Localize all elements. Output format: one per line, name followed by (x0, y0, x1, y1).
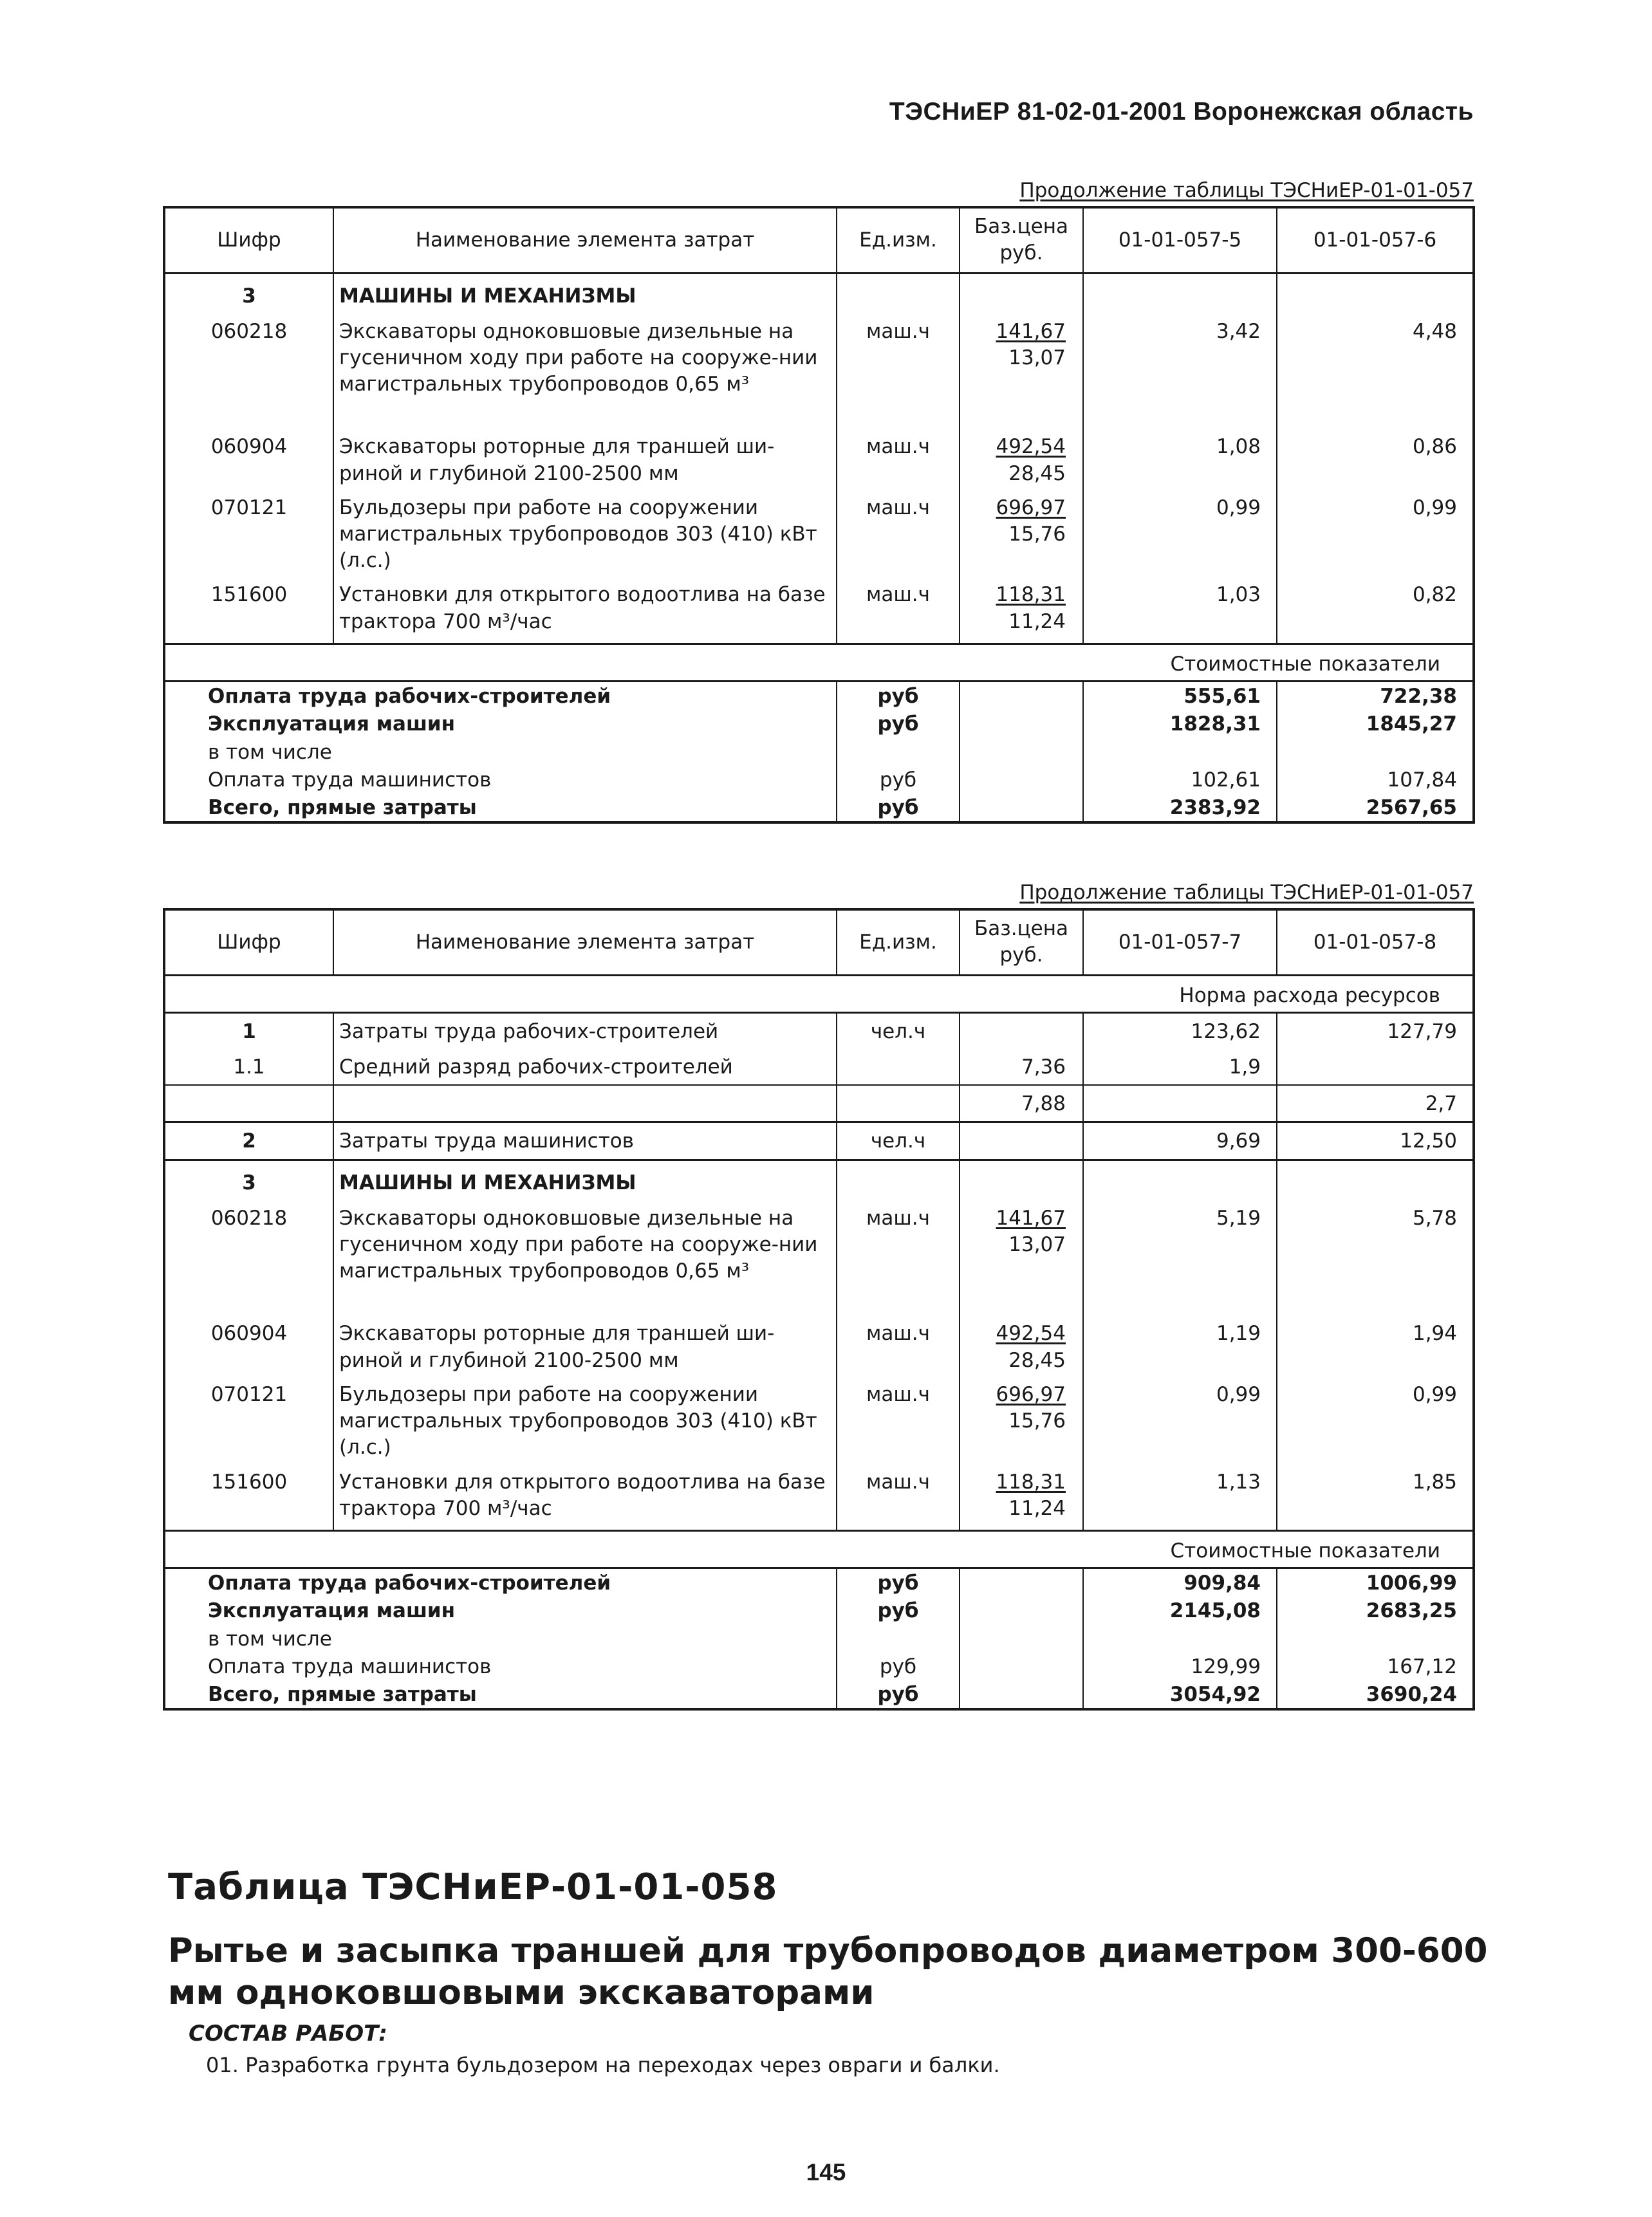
cost-label: Оплата труда машинистов (164, 1653, 837, 1680)
norm-band-row (164, 975, 1474, 1012)
cost-label: в том числе (164, 1625, 837, 1653)
col-7-header: 01-01-057-7 (1083, 909, 1277, 975)
col-price-header: Баз.цена руб. (960, 909, 1083, 975)
row-unit: маш.ч (837, 582, 960, 644)
row-price (960, 1321, 1083, 1381)
price-value: 118,31 (996, 583, 1066, 607)
row-unit: маш.ч (837, 319, 960, 434)
cost-value-8: 1006,99 (1277, 1568, 1474, 1597)
cost-label: Всего, прямые затраты (164, 793, 837, 822)
table1-caption: Продолжение таблицы ТЭСНиЕР-01-01-057 (1019, 179, 1474, 202)
cost-value-5: 1828,31 (1083, 710, 1277, 737)
cost-band-label: Стоимостные показатели (164, 1531, 1474, 1568)
row-value-5: 1,08 (1083, 434, 1277, 494)
cost-row (164, 738, 1474, 766)
section-title: МАШИНЫ И МЕХАНИЗМЫ (333, 1160, 837, 1205)
cost-band-row (164, 1531, 1474, 1568)
row-name: Бульдозеры при работе на сооружении магистральных трубопроводов 303 (410) кВт (л.с.) (333, 1382, 837, 1469)
row-value-7: 5,19 (1083, 1205, 1277, 1321)
cost-value-7: 129,99 (1083, 1653, 1277, 1680)
cost-unit: руб (837, 1680, 960, 1709)
row-value-8: 0,99 (1277, 1382, 1474, 1469)
row-value-8: 1,85 (1277, 1469, 1474, 1531)
cost-row (164, 682, 1474, 710)
row-code: 070121 (164, 495, 333, 582)
row-name: Средний разряд рабочих-строителей (333, 1049, 837, 1085)
row-value-7: 9,69 (1083, 1122, 1277, 1160)
col-name-header: Наименование элемента затрат (333, 909, 837, 975)
cost-value-7: 3054,92 (1083, 1680, 1277, 1709)
row-name: Экскаваторы одноковшовые дизельные на гусеничном ходу при работе на сооруже-нии магистральных трубопроводов 0,65 м³ (333, 319, 837, 434)
row-code: 151600 (164, 1469, 333, 1531)
row-price (960, 1469, 1083, 1531)
cost-unit: руб (837, 682, 960, 710)
price-value: 696,97 (996, 1382, 1066, 1406)
labor-row (164, 1012, 1474, 1049)
row-code: 060218 (164, 319, 333, 434)
col-name-header: Наименование элемента затрат (333, 207, 837, 273)
cost-value-6: 2567,65 (1277, 793, 1474, 822)
price-secondary: 15,76 (1008, 523, 1066, 546)
row-value-5: 3,42 (1083, 319, 1277, 434)
table1 (163, 206, 1475, 824)
price-secondary: 28,45 (1008, 461, 1066, 485)
price-secondary: 15,76 (1008, 1409, 1066, 1433)
work-item: 01. Разработка грунта бульдозером на переходах через овраги и балки. (206, 2053, 1000, 2077)
row-unit: маш.ч (837, 434, 960, 494)
cost-row (164, 710, 1474, 737)
row-value-8: 12,50 (1277, 1122, 1474, 1160)
row-value-7: 1,19 (1083, 1321, 1277, 1381)
row-value-7: 123,62 (1083, 1012, 1277, 1049)
table1-header-row (164, 207, 1474, 273)
col-8-header: 01-01-057-8 (1277, 909, 1474, 975)
page-number: 145 (806, 2159, 846, 2185)
row-value-6: 0,82 (1277, 582, 1474, 644)
grade-value-8: 2,7 (1277, 1085, 1474, 1122)
row-code: 060904 (164, 434, 333, 494)
next-table-subtitle: Рытье и засыпка траншей для трубопроводов диаметром 300-600 мм одноковшовыми экскаваторами (168, 1931, 1488, 2012)
cost-value-5: 555,61 (1083, 682, 1277, 710)
cost-band-label: Стоимостные показатели (164, 644, 1474, 681)
row-number: 1.1 (164, 1049, 333, 1085)
row-name: Установки для открытого водоотлива на базе трактора 700 м³/час (333, 1469, 837, 1531)
row-value-6: 4,48 (1277, 319, 1474, 434)
row-code: 151600 (164, 582, 333, 644)
col-price-header: Баз.цена руб. (960, 207, 1083, 273)
cost-row (164, 1597, 1474, 1624)
cost-value-8: 167,12 (1277, 1653, 1474, 1680)
table2-caption: Продолжение таблицы ТЭСНиЕР-01-01-057 (1019, 881, 1474, 904)
cost-value-6: 722,38 (1277, 682, 1474, 710)
table-row (164, 1321, 1474, 1381)
table-row (164, 1205, 1474, 1321)
cost-row (164, 1625, 1474, 1653)
row-name: Бульдозеры при работе на сооружении магистральных трубопроводов 303 (410) кВт (л.с.) (333, 495, 837, 582)
cost-value-5: 2383,92 (1083, 793, 1277, 822)
cost-label: Оплата труда рабочих-строителей (164, 1568, 837, 1597)
row-name: Затраты труда рабочих-строителей (333, 1012, 837, 1049)
cost-value-8: 3690,24 (1277, 1680, 1474, 1709)
row-unit: чел.ч (837, 1122, 960, 1160)
row-price (960, 1205, 1083, 1321)
table-row (164, 319, 1474, 434)
cost-value-6: 107,84 (1277, 766, 1474, 793)
row-value-8: 1,94 (1277, 1321, 1474, 1381)
col-code-header: Шифр (164, 207, 333, 273)
col-unit-header: Ед.изм. (837, 207, 960, 273)
table2-header-row (164, 909, 1474, 975)
row-value-8: 127,79 (1277, 1012, 1474, 1049)
row-code: 070121 (164, 1382, 333, 1469)
cost-unit: руб (837, 1653, 960, 1680)
grade-value-7: 1,9 (1083, 1049, 1277, 1085)
col-6-header: 01-01-057-6 (1277, 207, 1474, 273)
table-row (164, 495, 1474, 582)
row-name: Экскаваторы одноковшовые дизельные на гусеничном ходу при работе на сооруже-нии магистральных трубопроводов 0,65 м³ (333, 1205, 837, 1321)
cost-label: Оплата труда машинистов (164, 766, 837, 793)
grade-row-b (164, 1085, 1474, 1122)
price-value: 141,67 (996, 319, 1066, 343)
row-code: 060218 (164, 1205, 333, 1321)
price-secondary: 13,07 (1008, 346, 1066, 369)
cost-label: Всего, прямые затраты (164, 1680, 837, 1709)
row-code: 060904 (164, 1321, 333, 1381)
page-header: ТЭСНиЕР 81-02-01-2001 Воронежская область (889, 98, 1474, 125)
row-price (960, 1382, 1083, 1469)
row-value-6: 0,86 (1277, 434, 1474, 494)
norm-band-label: Норма расхода ресурсов (164, 975, 1474, 1012)
row-name: Затраты труда машинистов (333, 1122, 837, 1160)
grade-price: 7,36 (960, 1049, 1083, 1085)
next-table-title: Таблица ТЭСНиЕР-01-01-058 (168, 1866, 778, 1908)
table-row (164, 1382, 1474, 1469)
row-value-7: 0,99 (1083, 1382, 1277, 1469)
row-price (960, 434, 1083, 494)
cost-unit: руб (837, 793, 960, 822)
price-value: 696,97 (996, 496, 1066, 519)
row-value-5: 0,99 (1083, 495, 1277, 582)
col-code-header: Шифр (164, 909, 333, 975)
row-name: Экскаваторы роторные для траншей ши-риной и глубиной 2100-2500 мм (333, 1321, 837, 1381)
row-value-6: 0,99 (1277, 495, 1474, 582)
price-secondary: 13,07 (1008, 1233, 1066, 1257)
cost-label: Оплата труда рабочих-строителей (164, 682, 837, 710)
row-price (960, 495, 1083, 582)
cost-row (164, 1653, 1474, 1680)
row-unit: маш.ч (837, 1321, 960, 1381)
operators-row (164, 1122, 1474, 1160)
cost-label: в том числе (164, 738, 837, 766)
price-secondary: 11,24 (1008, 609, 1066, 633)
table-row (164, 582, 1474, 644)
grade-price-b: 7,88 (960, 1085, 1083, 1122)
cost-label: Эксплуатация машин (164, 710, 837, 737)
row-unit: маш.ч (837, 1382, 960, 1469)
work-composition-heading: СОСТАВ РАБОТ: (189, 2021, 387, 2046)
cost-row (164, 766, 1474, 793)
row-unit: маш.ч (837, 1205, 960, 1321)
row-value-5: 1,03 (1083, 582, 1277, 644)
section-row (164, 273, 1474, 319)
cost-unit: руб (837, 1597, 960, 1624)
cost-value-7: 909,84 (1083, 1568, 1277, 1597)
section-number: 3 (164, 1160, 333, 1205)
cost-value-8: 2683,25 (1277, 1597, 1474, 1624)
row-value-8: 5,78 (1277, 1205, 1474, 1321)
row-price (960, 582, 1083, 644)
section-number: 3 (164, 273, 333, 319)
price-value: 492,54 (996, 1322, 1066, 1346)
cost-band-row (164, 644, 1474, 681)
cost-value-5: 102,61 (1083, 766, 1277, 793)
cost-label: Эксплуатация машин (164, 1597, 837, 1624)
table-row (164, 1469, 1474, 1531)
row-unit: чел.ч (837, 1012, 960, 1049)
price-value: 141,67 (996, 1206, 1066, 1230)
price-secondary: 28,45 (1008, 1348, 1066, 1372)
row-price (960, 319, 1083, 434)
row-unit: маш.ч (837, 495, 960, 582)
row-name: Экскаваторы роторные для траншей ши-риной и глубиной 2100-2500 мм (333, 434, 837, 494)
grade-row (164, 1049, 1474, 1085)
price-secondary: 11,24 (1008, 1496, 1066, 1520)
col-5-header: 01-01-057-5 (1083, 207, 1277, 273)
table-row (164, 434, 1474, 494)
row-number: 2 (164, 1122, 333, 1160)
row-name: Установки для открытого водоотлива на базе трактора 700 м³/час (333, 582, 837, 644)
cost-unit: руб (837, 766, 960, 793)
price-value: 492,54 (996, 435, 1066, 459)
cost-row (164, 793, 1474, 822)
cost-unit: руб (837, 1568, 960, 1597)
cost-row (164, 1568, 1474, 1597)
section-title: МАШИНЫ И МЕХАНИЗМЫ (333, 273, 837, 319)
row-value-7: 1,13 (1083, 1469, 1277, 1531)
cost-value-7: 2145,08 (1083, 1597, 1277, 1624)
section-row (164, 1160, 1474, 1205)
cost-unit: руб (837, 710, 960, 737)
price-value: 118,31 (996, 1470, 1066, 1494)
row-unit: маш.ч (837, 1469, 960, 1531)
col-unit-header: Ед.изм. (837, 909, 960, 975)
cost-row (164, 1680, 1474, 1709)
row-number: 1 (164, 1012, 333, 1049)
table2 (163, 908, 1475, 1711)
cost-value-6: 1845,27 (1277, 710, 1474, 737)
